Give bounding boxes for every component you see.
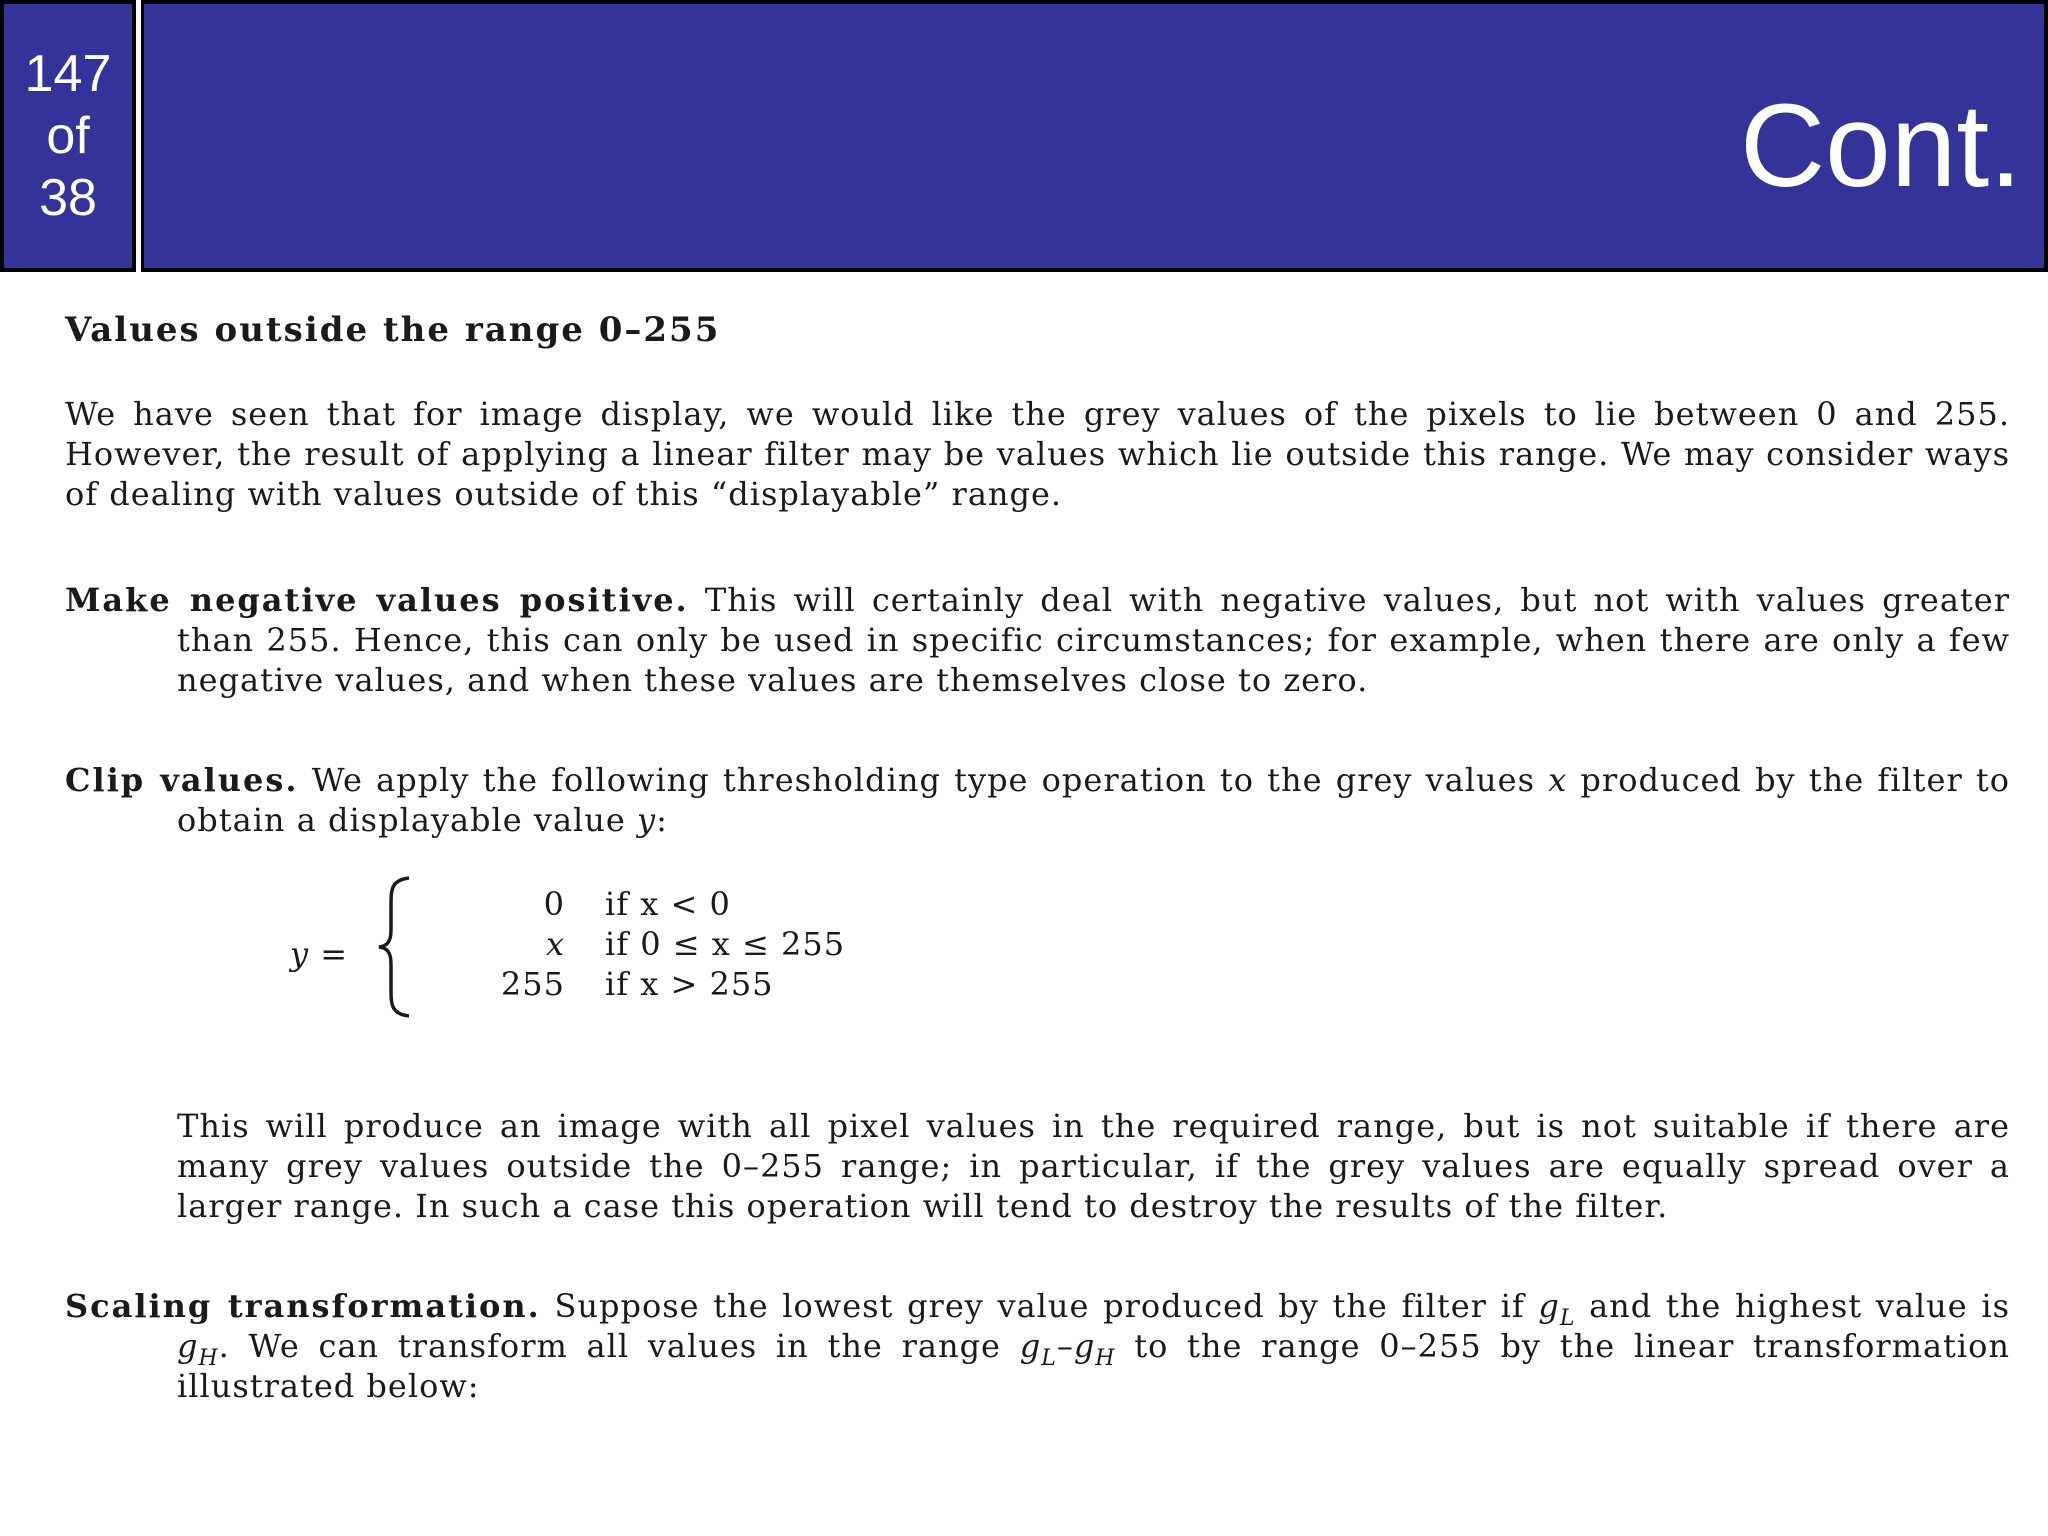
clip-text-3: : — [656, 801, 668, 839]
slide-body — [65, 310, 2010, 1466]
equation-row-condition: if x > 255 — [605, 965, 774, 1003]
scaling-sub-l: L — [1041, 1346, 1057, 1371]
equation-row-condition: if x < 0 — [605, 885, 731, 923]
scaling-dash: – — [1056, 1327, 1074, 1365]
scaling-text-2: and the highest value is — [1589, 1287, 2011, 1325]
clip-equation — [65, 876, 2010, 1036]
slide-number: 147 — [24, 45, 112, 103]
scaling-text-4: to the range 0–255 by the linear transformation illustrated below: — [177, 1327, 2011, 1405]
equation-lhs: y = — [290, 935, 349, 973]
title-bar — [141, 0, 2048, 272]
clip-var-x: x — [1548, 761, 1568, 799]
scaling-g: g — [1538, 1287, 1560, 1325]
scaling-sub-h: H — [1095, 1346, 1116, 1371]
scaling-g: g — [1019, 1327, 1042, 1365]
slide-total: 38 — [39, 169, 97, 227]
left-brace-icon — [375, 876, 415, 1018]
clip-term: Clip values. — [65, 761, 299, 799]
scaling-g: g — [1073, 1327, 1096, 1365]
equation-row-condition: if 0 ≤ x ≤ 255 — [605, 925, 846, 963]
scaling-text-1: Suppose the lowest grey value produced by the filter if — [554, 1287, 1525, 1325]
clip-followup-paragraph: This will produce an image with all pixel values in the required range, but is not suitable if there are many grey values outside the 0–255 range; in particular, if the grey values are equally spread over a larger range. In such a case this operation will tend to destroy the results of the filter. — [177, 1107, 2010, 1225]
slide-header — [0, 0, 2048, 278]
section-heading: Values outside the range 0–255 — [65, 310, 721, 350]
scaling-text-3: . We can transform all values in the range — [218, 1327, 1001, 1365]
make-negative-positive-item — [65, 580, 2010, 700]
intro-paragraph: We have seen that for image display, we would like the grey values of the pixels to lie between 0 and 255. However, the result of applying a linear filter may be values which lie outside this range. We may consider ways of dealing with values outside of this “displayable” range. — [65, 395, 2010, 513]
scaling-g: g — [177, 1327, 199, 1365]
equation-row-value: x — [545, 925, 565, 963]
clip-values-item — [65, 760, 2010, 840]
slide-counter — [0, 0, 136, 272]
slide-of-label: of — [46, 107, 90, 165]
clip-text-2: produced by the filter to obtain a displayable value — [177, 761, 2011, 839]
equation-row-value: 255 — [500, 965, 565, 1003]
equation-row-value: 0 — [543, 885, 565, 923]
scaling-term: Scaling transformation. — [65, 1287, 541, 1325]
clip-text-1: We apply the following thresholding type operation to the grey values — [311, 761, 1536, 799]
slide-title: Cont. — [1739, 80, 2022, 212]
make-negative-text: This will certainly deal with negative values, but not with values greater than 255. Hence, this can only be used in specific circumstances; for example, when there are only a few negative values, and when these values are themselves close to zero. — [177, 581, 2011, 699]
clip-var-y: y — [636, 801, 657, 839]
scaling-transformation-item — [65, 1286, 2010, 1406]
scaling-sub-l: L — [1559, 1306, 1576, 1331]
make-negative-term: Make negative values positive. — [65, 581, 689, 619]
scaling-sub-h: H — [198, 1346, 219, 1371]
